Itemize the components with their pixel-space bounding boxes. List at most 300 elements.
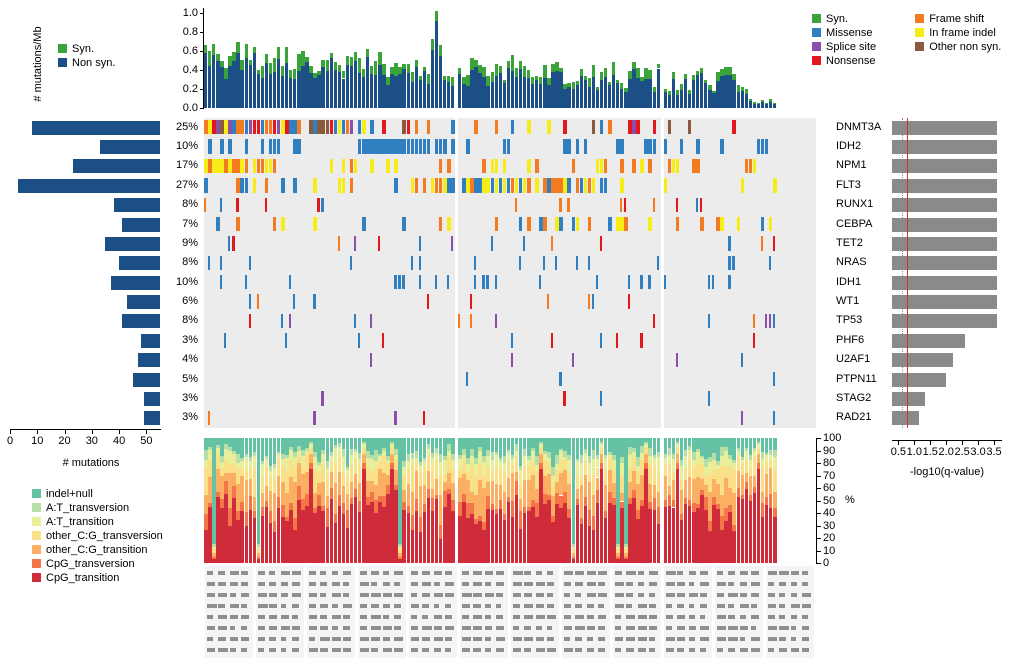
oncoprint-cell: [616, 333, 618, 347]
oncoprint-cell: [439, 178, 443, 192]
spectrum-column: [527, 438, 531, 563]
mutation-count-bar: [144, 392, 160, 406]
spectrum-segment: [366, 497, 370, 505]
oncoprint-cell: [535, 159, 539, 173]
sample-name-text: [751, 637, 761, 641]
oncoprint-cell: [293, 120, 297, 134]
top-bar-column: [451, 77, 454, 108]
spectrum-segment: [761, 503, 765, 517]
spectrum-segment: [555, 504, 559, 563]
sample-name-text: [445, 626, 455, 630]
spectrum-segment: [507, 462, 511, 478]
spectrum-segment: [427, 498, 431, 563]
oncoprint-cell: [313, 217, 317, 231]
top-bar-nonsyn-segment: [608, 85, 611, 108]
sample-name-text: [292, 593, 301, 597]
right-axis-tick: [946, 441, 947, 445]
mutation-count-bar: [100, 140, 160, 154]
spectrum-segment: [419, 466, 423, 473]
oncoprint-cell: [402, 139, 406, 153]
oncoprint-cell: [527, 217, 531, 231]
spectrum-segment: [745, 473, 749, 481]
legend-label: Nonsense: [826, 55, 876, 67]
top-bar-syn-segment: [551, 64, 554, 72]
sample-name-text: [258, 571, 265, 575]
spectrum-segment: [716, 509, 720, 563]
mutation-count-bar: [18, 179, 160, 193]
spectrum-column: [600, 438, 604, 563]
legend-swatch-other-cg-transition: [32, 545, 41, 554]
oncoprint-cell: [236, 178, 240, 192]
top-bar-column: [439, 45, 442, 108]
oncoprint-cell: [216, 120, 220, 134]
top-bar-nonsyn-segment: [696, 75, 699, 108]
sample-name-text: [649, 648, 655, 652]
spectrum-segment: [289, 503, 293, 510]
top-bar-nonsyn-segment: [466, 86, 469, 108]
oncoprint-cell: [551, 333, 553, 347]
spectrum-segment: [216, 469, 220, 492]
spectrum-segment: [394, 460, 398, 469]
spectrum-column: [773, 438, 777, 563]
spectrum-segment: [491, 438, 495, 452]
gene-percent-label: 4%: [182, 353, 198, 366]
right-axis-tick-label: 0.5: [890, 446, 907, 458]
spectrum-segment: [362, 454, 366, 463]
spectrum-segment: [547, 438, 551, 452]
top-bar-column: [757, 103, 760, 108]
top-bar-column: [265, 54, 268, 108]
spectrum-column: [584, 438, 588, 563]
top-bar-column: [716, 72, 719, 108]
gene-percent-label: 27%: [175, 178, 198, 191]
sample-name-text: [258, 593, 267, 597]
top-bar-nonsyn-segment: [228, 66, 231, 108]
top-bar-column: [289, 70, 292, 108]
sample-name-text: [700, 648, 707, 652]
spectrum-segment: [378, 462, 382, 470]
spectrum-segment: [559, 451, 563, 461]
sample-name-text: [230, 582, 238, 586]
spectrum-segment: [580, 524, 584, 563]
spectrum-segment: [415, 499, 419, 511]
top-bar-nonsyn-segment: [720, 76, 723, 108]
oncoprint-cell: [588, 178, 592, 192]
spectrum-column: [547, 438, 551, 563]
gene-name-label: U2AF1: [836, 353, 871, 366]
spectrum-segment: [527, 438, 531, 456]
gene-percent-label: 5%: [182, 372, 198, 385]
oncoprint-cell: [535, 178, 539, 192]
spectrum-segment: [688, 438, 692, 446]
spectrum-segment: [765, 438, 769, 453]
spectrum-axis-tick-label: 30: [823, 519, 836, 532]
gene-name-label: DNMT3A: [836, 120, 882, 133]
oncoprint-cell: [390, 139, 394, 153]
oncoprint-cell: [382, 333, 384, 347]
spectrum-column: [596, 438, 600, 563]
top-bar-column: [657, 64, 660, 108]
top-bar-syn-segment: [301, 51, 304, 66]
sample-name-text: [598, 615, 607, 619]
oncoprint-cell: [261, 120, 265, 134]
sample-name-text: [728, 626, 737, 630]
gene-percent-label: 6%: [182, 295, 198, 308]
spectrum-segment: [523, 438, 527, 449]
sample-name-text: [513, 604, 520, 608]
legend-swatch-inframeindel: [915, 28, 924, 37]
spectrum-segment: [653, 466, 657, 484]
sample-name-text: [575, 637, 582, 641]
spectrum-segment: [596, 478, 600, 491]
spectrum-segment: [757, 454, 761, 463]
spectrum-segment: [236, 484, 240, 511]
oncoprint-cell: [732, 256, 734, 270]
top-bar-syn-segment: [466, 75, 469, 85]
spectrum-segment: [761, 452, 765, 460]
top-bar-syn-segment: [539, 77, 542, 85]
top-bar-column: [301, 51, 304, 108]
oncoprint-cell: [596, 275, 598, 289]
oncoprint-cell: [511, 120, 515, 134]
spectrum-segment: [720, 530, 724, 563]
top-bar-nonsyn-segment: [600, 80, 603, 108]
spectrum-segment: [277, 454, 281, 461]
spectrum-segment: [765, 474, 769, 497]
oncoprint-cell: [362, 139, 366, 153]
sample-name-text: [587, 615, 595, 619]
spectrum-segment: [584, 461, 588, 475]
sample-name-text: [343, 615, 350, 619]
oncoprint-cell: [592, 294, 594, 308]
oncoprint-cell: [265, 120, 269, 134]
top-bar-syn-segment: [224, 68, 227, 78]
spectrum-segment: [563, 470, 567, 492]
spectrum-column: [245, 438, 249, 563]
sample-name-text: [292, 615, 298, 619]
spectrum-segment: [240, 511, 244, 563]
sample-name-text: [485, 582, 492, 586]
oncoprint-cell: [236, 217, 240, 231]
spectrum-segment: [435, 499, 439, 563]
oncoprint-cell: [394, 139, 398, 153]
oncoprint-cell: [519, 256, 521, 270]
top-bar-nonsyn-segment: [588, 87, 591, 108]
spectrum-segment: [439, 438, 443, 454]
spectrum-segment: [309, 454, 313, 463]
oncoprint-cell: [474, 256, 476, 270]
top-bar-column: [419, 76, 422, 108]
spectrum-segment: [559, 508, 563, 563]
sample-name-text: [626, 626, 634, 630]
oncoprint-cell: [576, 178, 580, 192]
oncoprint-cell: [261, 159, 265, 173]
top-bar-column: [624, 88, 627, 108]
spectrum-segment: [273, 468, 277, 480]
sample-name-text: [717, 615, 726, 619]
spectrum-segment: [439, 495, 443, 525]
sample-name-text: [269, 626, 277, 630]
legend-label: Missense: [826, 27, 873, 39]
spectrum-segment: [753, 456, 757, 476]
gene-name-label: CEBPA: [836, 217, 873, 230]
spectrum-segment: [584, 453, 588, 461]
sample-name-text: [422, 648, 429, 652]
spectrum-segment: [648, 438, 652, 448]
spectrum-segment: [620, 438, 624, 457]
sample-name-text: [700, 604, 707, 608]
oncoprint-cell: [728, 275, 730, 289]
spectrum-column: [411, 438, 415, 563]
top-bar-nonsyn-segment: [507, 68, 510, 108]
oncoprint-cell: [338, 236, 340, 250]
top-bar-syn-segment: [519, 61, 522, 69]
spectrum-segment: [289, 438, 293, 447]
oncoprint-cell: [672, 159, 676, 173]
oncoprint-cell: [281, 314, 283, 328]
spectrum-segment: [495, 514, 499, 563]
spectrum-segment: [648, 448, 652, 456]
oncoprint-cell: [204, 159, 208, 173]
top-bar-syn-segment: [470, 58, 473, 70]
sample-name-text: [394, 626, 401, 630]
left-axis-tick-label: 20: [58, 435, 71, 447]
spectrum-segment: [486, 467, 490, 481]
spectrum-segment: [576, 461, 580, 474]
spectrum-segment: [657, 524, 661, 563]
sample-name-text: [394, 593, 403, 597]
spectrum-segment: [612, 460, 616, 470]
top-bar-column: [688, 90, 691, 108]
oncoprint-cell: [664, 139, 668, 153]
top-bar-column: [507, 61, 510, 108]
sample-name-text: [332, 571, 338, 575]
spectrum-segment: [407, 438, 411, 454]
spectrum-segment: [773, 508, 777, 517]
sample-name-text: [422, 604, 429, 608]
sample-name-text: [666, 571, 676, 575]
oncoprint-cell: [474, 275, 476, 289]
oncoprint-cell: [563, 139, 567, 153]
sample-name-text: [626, 593, 633, 597]
oncoprint-cell: [415, 178, 419, 192]
spectrum-column: [466, 438, 470, 563]
oncoprint-cell: [443, 139, 447, 153]
spectrum-segment: [728, 438, 732, 455]
oncoprint-cell: [289, 314, 291, 328]
spectrum-segment: [350, 455, 354, 465]
oncoprint-cell: [240, 159, 244, 173]
sample-name-text: [700, 626, 709, 630]
spectrum-segment: [716, 469, 720, 484]
spectrum-segment: [439, 539, 443, 563]
top-bar-column: [474, 60, 477, 108]
spectrum-segment: [486, 509, 490, 563]
spectrum-segment: [245, 438, 249, 454]
spectrum-segment: [732, 470, 736, 493]
top-bar-nonsyn-segment: [745, 94, 748, 108]
oncoprint-cell: [515, 178, 519, 192]
spectrum-segment: [657, 507, 661, 524]
bottom-panel-ylabel: [845, 494, 855, 506]
sample-name-text: [434, 615, 443, 619]
spectrum-segment: [240, 468, 244, 476]
spectrum-segment: [620, 463, 624, 475]
top-bar-column: [220, 61, 223, 108]
sample-name-text: [779, 615, 785, 619]
spectrum-segment: [628, 467, 632, 481]
spectrum-segment: [688, 450, 692, 459]
oncoprint-cell: [616, 139, 620, 153]
sample-name-text: [309, 582, 316, 586]
sample-name-text: [281, 604, 287, 608]
spectrum-segment: [765, 497, 769, 505]
oncoprint-cell: [269, 159, 273, 173]
oncoprint-cell: [419, 275, 421, 289]
oncoprint-cell: [523, 178, 527, 192]
sample-name-text: [666, 604, 672, 608]
spectrum-segment: [232, 473, 236, 486]
top-bar-nonsyn-segment: [297, 71, 300, 108]
spectrum-segment: [411, 492, 415, 515]
oncoprint-cell: [411, 256, 413, 270]
top-bar-nonsyn-segment: [511, 71, 514, 108]
sample-name-text: [383, 648, 392, 652]
spectrum-segment: [499, 485, 503, 500]
spectrum-segment: [334, 523, 338, 563]
oncoprint-cell: [402, 120, 406, 134]
top-bar-column: [511, 55, 514, 108]
oncoprint-cell: [362, 120, 366, 134]
spectrum-segment: [346, 510, 350, 528]
oncoprint-cell: [297, 120, 301, 134]
spectrum-segment: [511, 438, 515, 455]
top-bar-nonsyn-segment: [664, 92, 667, 108]
spectrum-segment: [576, 489, 580, 499]
spectrum-segment: [588, 438, 592, 456]
oncoprint-cell: [559, 178, 563, 192]
mutation-count-bar: [32, 121, 160, 135]
spectrum-segment: [712, 505, 716, 563]
oncoprint-cell: [696, 139, 700, 153]
top-bar-column: [696, 71, 699, 108]
mutation-count-bar: [144, 411, 160, 425]
spectrum-segment: [580, 455, 584, 463]
spectrum-segment: [604, 485, 608, 511]
sample-group-separator: [455, 118, 458, 428]
oncoprint-cell: [208, 411, 210, 425]
spectrum-segment: [208, 438, 212, 447]
spectrum-segment: [301, 438, 305, 450]
oncoprint-cell: [604, 159, 608, 173]
spectrum-segment: [470, 467, 474, 492]
spectrum-segment: [515, 472, 519, 481]
sample-name-text: [241, 604, 248, 608]
spectrum-segment: [386, 475, 390, 485]
spectrum-segment: [370, 481, 374, 492]
right-axis-tick-label: 2.5: [954, 446, 970, 458]
spectrum-segment: [305, 455, 309, 472]
oncoprint-cell: [398, 139, 402, 153]
gene-name-label: FLT3: [836, 178, 861, 191]
top-bar-syn-segment: [588, 78, 591, 87]
spectrum-segment: [612, 483, 616, 498]
top-bar-column: [745, 89, 748, 108]
spectrum-segment: [749, 501, 753, 563]
oncoprint-cell: [664, 178, 668, 192]
spectrum-segment: [535, 438, 539, 456]
spectrum-segment: [470, 456, 474, 466]
sample-name-text: [292, 604, 299, 608]
sample-name-text: [587, 604, 595, 608]
spectrum-segment: [531, 507, 535, 563]
oncoprint-cell: [769, 314, 771, 328]
top-bar-nonsyn-segment: [204, 53, 207, 108]
spectrum-column: [753, 438, 757, 563]
spectrum-segment: [712, 453, 716, 461]
sample-name-text: [717, 604, 725, 608]
top-bar-syn-segment: [281, 66, 284, 76]
sample-name-text: [411, 604, 419, 608]
top-bar-nonsyn-segment: [374, 75, 377, 108]
oncoprint-cell: [293, 178, 297, 192]
oncoprint-cell: [511, 353, 513, 367]
oncoprint-cell: [257, 120, 261, 134]
spectrum-segment: [245, 512, 249, 526]
spectrum-segment: [212, 559, 216, 563]
oncoprint-cell: [567, 178, 571, 192]
sample-name-text: [411, 626, 418, 630]
oncoprint-cell: [240, 178, 244, 192]
sample-name-text: [768, 604, 776, 608]
legend-swatch-indel-null: [32, 489, 41, 498]
oncoprint-cell: [470, 178, 474, 192]
sample-name-text: [547, 593, 554, 597]
sample-name-text: [473, 626, 482, 630]
sample-name-text: [791, 604, 800, 608]
sample-name-text: [564, 604, 571, 608]
oncoprint-cell: [600, 333, 602, 347]
sample-name-text: [779, 637, 786, 641]
sample-name-text: [536, 593, 545, 597]
oncoprint-cell: [592, 178, 596, 192]
spectrum-column: [539, 438, 543, 563]
oncoprint-cell: [580, 178, 584, 192]
sample-name-text: [462, 637, 471, 641]
top-bar-column: [576, 81, 579, 108]
oncoprint-cell: [293, 294, 295, 308]
sample-name-text: [292, 571, 301, 575]
sample-name-text: [740, 604, 749, 608]
top-bar-column: [232, 52, 235, 108]
sample-name-text: [218, 615, 226, 619]
top-bar-nonsyn-segment: [293, 79, 296, 108]
sample-name-text: [626, 637, 635, 641]
top-bar-column: [273, 58, 276, 108]
top-bar-nonsyn-segment: [491, 82, 494, 108]
top-bar-nonsyn-segment: [644, 79, 647, 108]
mutation-count-bar: [133, 373, 160, 387]
sample-name-text: [587, 648, 595, 652]
spectrum-segment: [596, 503, 600, 563]
spectrum-legend-item: [32, 529, 163, 543]
sample-name-text: [281, 593, 289, 597]
sample-name-text: [575, 604, 582, 608]
spectrum-segment: [720, 438, 724, 447]
top-bar-syn-segment: [354, 52, 357, 61]
spectrum-segment: [220, 499, 224, 508]
sample-name-text: [587, 593, 596, 597]
